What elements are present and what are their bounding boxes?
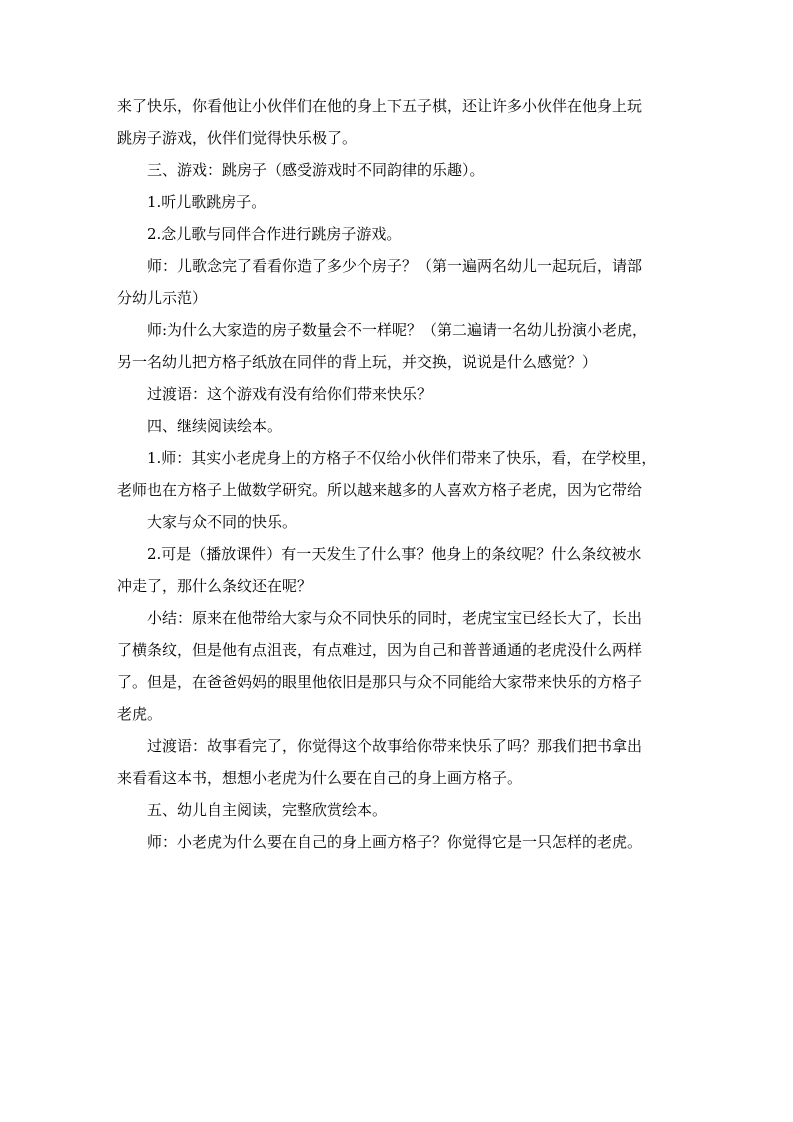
text-line: 大家与众不同的快乐。 xyxy=(147,513,298,531)
text-line: 了。但是，在爸爸妈妈的眼里他依旧是那只与众不同能给大家带来快乐的方格子 xyxy=(117,673,643,691)
section-heading: 五、幼儿自主阅读，完整欣赏绘本。 xyxy=(147,801,388,819)
text-line: 过渡语：这个游戏有没有给你们带来快乐？ xyxy=(147,385,433,403)
text-line: 过渡语：故事看完了，你觉得这个故事给你带来快乐了吗？那我们把书拿出 xyxy=(147,737,643,755)
text-line: 小结：原来在他带给大家与众不同快乐的同时，老虎宝宝已经长大了，长出 xyxy=(147,609,643,627)
text-line: 来看看这本书，想想小老虎为什么要在自己的身上画方格子。 xyxy=(117,769,523,787)
text-line: 冲走了，那什么条纹还在呢？ xyxy=(117,577,313,595)
list-item: 2.可是（播放课件）有一天发生了什么事？他身上的条纹呢？什么条纹被水 xyxy=(147,545,642,563)
list-item: 1.师：其实小老虎身上的方格子不仅给小伙伴们带来了快乐，看，在学校里， xyxy=(147,449,657,467)
list-item: 2.念儿歌与同伴合作进行跳房子游戏。 xyxy=(147,225,402,243)
text-line: 师:为什么大家造的房子数量会不一样呢？（第二遍请一名幼儿扮演小老虎， xyxy=(147,321,648,339)
text-line: 跳房子游戏，伙伴们觉得快乐极了。 xyxy=(117,129,358,147)
text-line: 来了快乐，你看他让小伙伴们在他的身上下五子棋，还让许多小伙伴在他身上玩 xyxy=(117,97,643,115)
text-line: 了横条纹，但是他有点沮丧，有点难过，因为自己和普普通通的老虎没什么两样 xyxy=(117,641,643,659)
text-line: 另一名幼儿把方格子纸放在同伴的背上玩，并交换，说说是什么感觉？） xyxy=(117,353,598,371)
text-line: 师：小老虎为什么要在自己的身上画方格子？你觉得它是一只怎样的老虎。 xyxy=(147,833,643,851)
section-heading: 三、游戏：跳房子（感受游戏时不同韵律的乐趣）。 xyxy=(147,161,485,179)
list-item: 1.听儿歌跳房子。 xyxy=(147,193,267,211)
section-heading: 四、继续阅读绘本。 xyxy=(147,417,283,435)
text-line: 师：儿歌念完了看看你造了多少个房子？（第一遍两名幼儿一起玩后，请部 xyxy=(147,257,643,275)
text-line: 分幼儿示范） xyxy=(117,289,208,307)
text-line: 老虎。 xyxy=(117,705,163,723)
text-line: 老师也在方格子上做数学研究。所以越来越多的人喜欢方格子老虎，因为它带给 xyxy=(117,481,643,499)
